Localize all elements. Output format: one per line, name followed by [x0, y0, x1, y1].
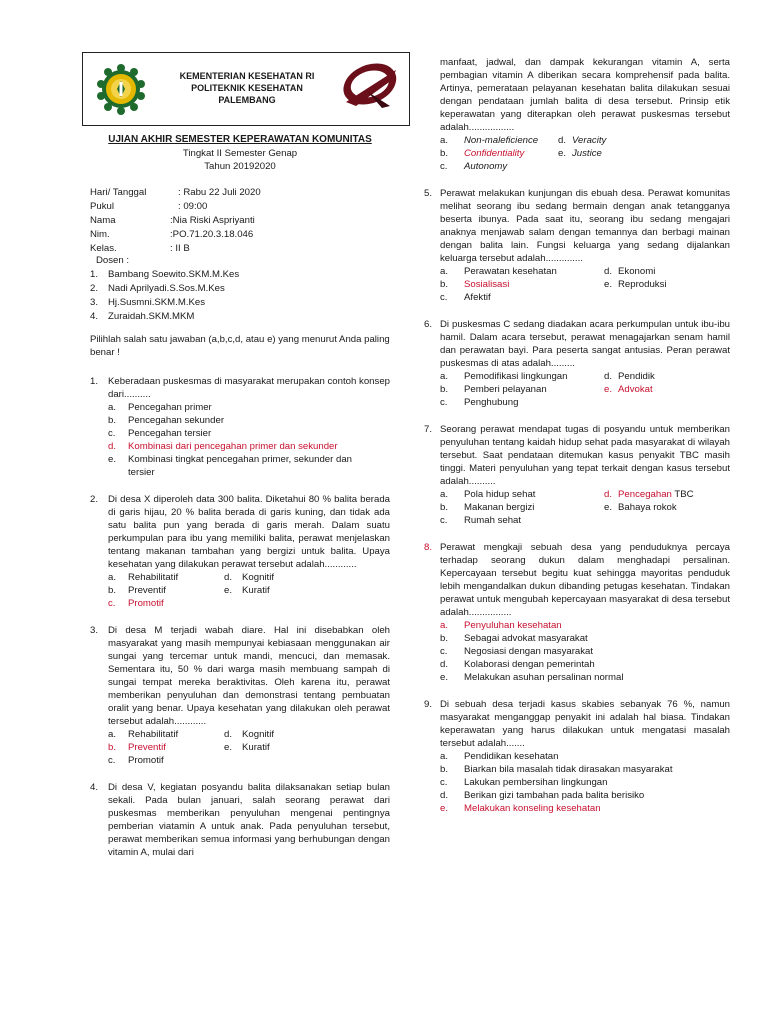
- option-letter: e.: [604, 279, 613, 290]
- option-text: Kolaborasi dengan pemerintah: [464, 659, 595, 670]
- info-label: Nim.: [90, 229, 110, 240]
- option-row: [108, 754, 390, 767]
- question-text: Keberadaan puskesmas di masyarakat merupakan contoh konsep dari..........: [108, 376, 390, 400]
- lecturer-number: 1.: [90, 269, 99, 280]
- option-e-selected[interactable]: [440, 802, 730, 815]
- option-d[interactable]: Veracity: [572, 135, 607, 146]
- lecturer-number: 3.: [90, 297, 99, 308]
- option-b[interactable]: [440, 632, 730, 645]
- option-c[interactable]: Rumah sehat: [464, 515, 522, 526]
- lecturer-name: Zuraidah.SKM.MKM: [108, 311, 195, 322]
- option-list: [440, 619, 730, 684]
- option-letter: c.: [108, 428, 116, 439]
- option-letter: d.: [224, 572, 233, 583]
- lecturer-name: Hj.Susmni.SKM.M.Kes: [108, 297, 206, 308]
- option-text: Berikan gizi tambahan pada balita berisiko: [464, 790, 645, 801]
- option-list: [108, 728, 390, 767]
- option-letter: a.: [440, 620, 449, 631]
- lecturer-heading: Dosen :: [96, 255, 130, 266]
- option-letter: e.: [558, 148, 567, 159]
- option-row: [108, 571, 390, 584]
- option-a[interactable]: Pola hidup sehat: [464, 489, 536, 500]
- question-text: Di desa M terjadi wabah diare. Hal ini disebabkan oleh masyarakat yang masih mempunyai kebiasaan menggunakan air sungai yang tercemar untuk mandi, mencuci, dan memasak. Sementara itu, 50 % dari warga masih membuang sampah di sungai tempat mereka beraktivitas. Oleh karena itu, perawat memberikan penyuluhan dan demonstrasi tentang pembuatan oralit yang benar. Upaya kesehatan yang dilakukan oleh perawat tersebut adalah............: [108, 625, 390, 727]
- institution-name: [158, 70, 336, 106]
- option-row: [440, 265, 730, 278]
- option-e[interactable]: Kuratif: [242, 585, 270, 596]
- option-b[interactable]: [108, 414, 390, 427]
- option-d[interactable]: Kognitif: [242, 729, 274, 740]
- option-c[interactable]: Penghubung: [464, 397, 519, 408]
- option-a-selected[interactable]: [440, 619, 730, 632]
- option-c-selected[interactable]: Promotif: [128, 598, 164, 609]
- option-letter: c.: [440, 292, 448, 303]
- question-number: 3.: [90, 625, 99, 636]
- option-letter: c.: [440, 777, 448, 788]
- exam-year: Tahun 20192020: [204, 161, 276, 172]
- option-letter: e.: [440, 672, 449, 683]
- option-c[interactable]: [440, 776, 730, 789]
- option-b-selected[interactable]: Sosialisasi: [464, 279, 510, 290]
- option-d[interactable]: [440, 658, 730, 671]
- question-number: 9.: [424, 699, 433, 710]
- info-value: : 09:00: [178, 201, 208, 212]
- option-text: Pencegahan: [618, 489, 672, 500]
- lecturer-number: 4.: [90, 311, 99, 322]
- option-list: [440, 265, 730, 304]
- option-letter: d.: [604, 489, 613, 500]
- option-e[interactable]: [440, 671, 730, 684]
- option-b-selected[interactable]: Confidentiality: [464, 148, 525, 159]
- question-1: [90, 375, 390, 479]
- option-row: [108, 597, 390, 610]
- question-text: Di desa X diperoleh data 300 balita. Diketahui 80 % balita berada di garis hijau, 20 % balita berada di garis kuning, dan tidak ada satu balita pun yang berada di garis merah. Dalam suatu perkumpulan para ibu yang memiliki balita, perawat menjelaskan tentang makanan tambahan yang bergizi untuk balita. Upaya kesehatan yang dilakukan perawat tersebut adalah............: [108, 494, 390, 570]
- question-number: 6.: [424, 319, 433, 330]
- option-letter: a.: [440, 489, 449, 500]
- option-letter: c.: [108, 598, 116, 609]
- list-item: [90, 268, 390, 282]
- option-e[interactable]: Justice: [572, 148, 602, 159]
- option-letter: e.: [224, 585, 233, 596]
- option-letter: b.: [440, 633, 449, 644]
- option-letter: b.: [440, 764, 449, 775]
- left-question-column: [90, 375, 390, 873]
- option-text: Kombinasi dari pencegahan primer dan sekunder: [128, 441, 338, 452]
- instruction-text: Pilihlah salah satu jawaban (a,b,c,d, atau e) yang menurut Anda paling benar !: [90, 334, 390, 358]
- question-text: Seorang perawat mendapat tugas di posyandu untuk memberikan penyuluhan tentang kaidah hidup sehat pada masyarakat di wilayah tersebut. Saat pendataan ditemukan kasus penyakit TBC masih tinggi. Materi penyuluhan yang tepat terkait dengan kasus tersebut adalah..........: [440, 424, 730, 487]
- option-row: [108, 728, 390, 741]
- option-c[interactable]: Afektif: [464, 292, 491, 303]
- info-label: Pukul: [90, 201, 114, 212]
- option-d-selected[interactable]: [618, 488, 694, 501]
- option-row: [440, 488, 730, 501]
- option-a[interactable]: Rehabilitatif: [128, 729, 179, 740]
- list-item: [90, 296, 390, 310]
- option-letter: b.: [440, 279, 449, 290]
- info-value: :Nia Riski Aspriyanti: [170, 215, 255, 226]
- option-row: [440, 383, 730, 396]
- option-row: [440, 501, 730, 514]
- option-letter: c.: [440, 161, 448, 172]
- lecturer-list: [90, 254, 390, 324]
- option-letter: d.: [108, 441, 117, 452]
- question-number: 2.: [90, 494, 99, 505]
- option-c[interactable]: [440, 645, 730, 658]
- option-e[interactable]: Reproduksi: [618, 279, 667, 290]
- question-7: [424, 423, 730, 527]
- option-d[interactable]: [440, 789, 730, 802]
- lecturer-name: Nadi Aprilyadi.S.Sos.M.Kes: [108, 283, 225, 294]
- question-text: manfaat, jadwal, dan dampak kekurangan vitamin A, serta pembagian vitamin A diberikan secara komprehensif pada balita. Artinya, pemerataan pelayanan kesehatan balita dilakukan sesuai dengan pendataan jumlah balita di desa tersebut. Prinsip etik keperawatan yang diterapkan oleh perawat puskesmas tersebut adalah.................: [440, 57, 730, 133]
- question-4-continued: [440, 56, 730, 173]
- option-letter: b.: [108, 585, 117, 596]
- ministry-line: KEMENTERIAN KESEHATAN RI: [179, 71, 315, 81]
- option-text: Kombinasi tingkat pencegahan primer, sekunder dan: [128, 454, 352, 465]
- option-e[interactable]: [108, 453, 390, 466]
- option-b[interactable]: Preventif: [128, 585, 166, 596]
- question-3: [90, 624, 390, 767]
- option-letter: c.: [440, 397, 448, 408]
- option-e[interactable]: Bahaya rokok: [618, 502, 677, 513]
- question-number: 4.: [90, 782, 99, 793]
- option-list: [440, 750, 730, 815]
- option-d[interactable]: Pendidik: [618, 371, 655, 382]
- option-letter: a.: [440, 135, 449, 146]
- question-text: Di puskesmas C sedang diadakan acara perkumpulan untuk ibu-ibu hamil. Dalam acara tersebut, perawat menagajarkan senam hamil dan perawatan bayi. Para peserta sangat antusias. Peran perawat puskesmas di atas adalah.........: [440, 319, 730, 369]
- option-text: Melakukan asuhan persalinan normal: [464, 672, 624, 683]
- option-letter: e.: [108, 454, 117, 465]
- lecturer-number: 2.: [90, 283, 99, 294]
- option-e-continued: [108, 466, 390, 479]
- option-d-selected[interactable]: [108, 440, 390, 453]
- option-letter: e.: [440, 803, 449, 814]
- question-text: Di desa V, kegiatan posyandu balita dilaksanakan setiap bulan sekali. Pada bulan januari, salah seorang perawat dari puskesmas memberikan penyuluhan mengenai pentingnya pemberian viatamin A untuk anak. Pada penyuluhan tersebut, perawat memberikan semua informasi yang berhubungan dengan vitamin A, mulai dari: [108, 782, 390, 858]
- question-text: Perawat melakukan kunjungan dis ebuah desa. Perawat komunitas melihat seorang ibu sedang bermain dengan anak tetangganya beserta ibunya. Pada saat itu, seorang ibu sedang mengajari anaknya menjawab salam dengan temannya dan berbagi mainan dengan balita lain. Fungsi keluarga yang sedang dijalankan keluarga tersebut adalah..............: [440, 188, 730, 264]
- question-number: 7.: [424, 424, 433, 435]
- option-letter: d.: [558, 135, 567, 146]
- option-text: Negosiasi dengan masyarakat: [464, 646, 594, 657]
- option-letter: e.: [604, 502, 613, 513]
- option-e-selected[interactable]: Advokat: [618, 384, 653, 395]
- option-c[interactable]: Autonomy: [464, 161, 508, 172]
- option-letter: b.: [440, 384, 449, 395]
- option-text: TBC: [671, 489, 694, 500]
- info-row-time: [90, 200, 390, 214]
- info-row-nim: [90, 228, 390, 242]
- option-text: Melakukan konseling kesehatan: [464, 803, 601, 814]
- question-5: [424, 187, 730, 304]
- option-a[interactable]: Perawatan kesehatan: [464, 266, 557, 277]
- info-value: :PO.71.20.3.18.046: [170, 229, 254, 240]
- option-list: [108, 401, 390, 479]
- option-letter: c.: [440, 515, 448, 526]
- list-item: [90, 282, 390, 296]
- option-letter: d.: [440, 790, 449, 801]
- question-4: [90, 781, 390, 859]
- option-text: Sebagai advokat masyarakat: [464, 633, 588, 644]
- option-b[interactable]: Makanan bergizi: [464, 502, 535, 513]
- option-c[interactable]: [108, 427, 390, 440]
- question-text: Di sebuah desa terjadi kasus skabies sebanyak 76 %, namun masyarakat menganggap penyakit ini adalah hal biasa. Tindakan keperawatan yang harus dilakukan untuk mengatasi masalah tersebut adalah.......: [440, 699, 730, 749]
- option-a[interactable]: Rehabilitatif: [128, 572, 179, 583]
- info-value: : Rabu 22 Juli 2020: [178, 187, 261, 198]
- option-b-selected[interactable]: Preventif: [128, 742, 166, 753]
- option-text: tersier: [128, 467, 155, 478]
- option-letter: d.: [604, 371, 613, 382]
- option-row: [440, 160, 730, 173]
- info-label: Nama: [90, 215, 116, 226]
- right-question-column: [424, 56, 730, 829]
- option-letter: d.: [604, 266, 613, 277]
- option-letter: d.: [440, 659, 449, 670]
- question-9: [424, 698, 730, 815]
- option-text: Pencegahan sekunder: [128, 415, 225, 426]
- option-row: [440, 370, 730, 383]
- option-a[interactable]: [440, 750, 730, 763]
- option-letter: b.: [108, 415, 117, 426]
- option-text: Pencegahan primer: [128, 402, 212, 413]
- option-a[interactable]: Pemodifikasi lingkungan: [464, 371, 568, 382]
- info-row-name: [90, 214, 390, 228]
- option-row: [440, 291, 730, 304]
- option-letter: a.: [440, 266, 449, 277]
- poltekkes-logo-icon: [94, 62, 148, 116]
- info-label: Kelas.: [90, 243, 117, 254]
- question-number: 8.: [424, 542, 433, 553]
- option-b[interactable]: Pemberi pelayanan: [464, 384, 547, 395]
- option-row: [108, 741, 390, 754]
- q-emblem-icon: [338, 62, 400, 110]
- option-letter: c.: [108, 755, 116, 766]
- option-row: [440, 396, 730, 409]
- option-e[interactable]: Kuratif: [242, 742, 270, 753]
- option-letter: a.: [108, 572, 117, 583]
- question-number: 1.: [90, 376, 99, 387]
- option-row: [108, 584, 390, 597]
- option-list: [440, 134, 730, 173]
- exam-title: UJIAN AKHIR SEMESTER KEPERAWATAN KOMUNITAS: [108, 134, 372, 145]
- option-letter: e.: [224, 742, 233, 753]
- option-row: [440, 147, 730, 160]
- option-letter: e.: [604, 384, 613, 395]
- option-row: [440, 278, 730, 291]
- info-value: : II B: [170, 243, 190, 254]
- option-letter: b.: [440, 502, 449, 513]
- option-c[interactable]: Promotif: [128, 755, 164, 766]
- option-d[interactable]: Ekonomi: [618, 266, 656, 277]
- option-letter: a.: [440, 371, 449, 382]
- question-8: [424, 541, 730, 684]
- option-row: [440, 514, 730, 527]
- question-2: [90, 493, 390, 610]
- student-info: [90, 186, 390, 256]
- city-line: PALEMBANG: [218, 95, 276, 105]
- option-list: [440, 370, 730, 409]
- lecturer-name: Bambang Soewito.SKM.M.Kes: [108, 269, 240, 280]
- list-item: [90, 310, 390, 324]
- exam-level: Tingkat II Semester Genap: [182, 148, 298, 159]
- info-label: Hari/ Tanggal: [90, 187, 147, 198]
- option-text: Pendidikan kesehatan: [464, 751, 559, 762]
- option-letter: c.: [440, 646, 448, 657]
- option-letter: a.: [108, 402, 117, 413]
- option-list: [440, 488, 730, 527]
- option-row: [440, 134, 730, 147]
- option-letter: b.: [108, 742, 117, 753]
- question-number: 5.: [424, 188, 433, 199]
- question-text: Perawat mengkaji sebuah desa yang penduduknya percaya terhadap seorang dukun dalam menghadapi persalinan. Kepercayaan tersebut begitu kuat sehingga mayoritas penduduk lebih mengandalkan dukun dibanding petugas kesehatan. Tindakan perawat untuk mengubah kepercayaan masyarakat di desa tersebut adalah................: [440, 542, 730, 618]
- option-text: Penyuluhan kesehatan: [464, 620, 562, 631]
- option-letter: b.: [440, 148, 449, 159]
- option-text: Lakukan pembersihan lingkungan: [464, 777, 608, 788]
- option-letter: a.: [440, 751, 449, 762]
- info-row-date: [90, 186, 390, 200]
- option-b[interactable]: [440, 763, 730, 776]
- option-letter: a.: [108, 729, 117, 740]
- option-text: Pencegahan tersier: [128, 428, 212, 439]
- option-a[interactable]: [108, 401, 390, 414]
- option-a[interactable]: Non-maleficience: [464, 135, 539, 146]
- option-text: Biarkan bila masalah tidak dirasakan masyarakat: [464, 764, 673, 775]
- question-6: [424, 318, 730, 409]
- polytechnic-line: POLITEKNIK KESEHATAN: [191, 83, 303, 93]
- option-list: [108, 571, 390, 610]
- option-d[interactable]: Kognitif: [242, 572, 274, 583]
- option-letter: d.: [224, 729, 233, 740]
